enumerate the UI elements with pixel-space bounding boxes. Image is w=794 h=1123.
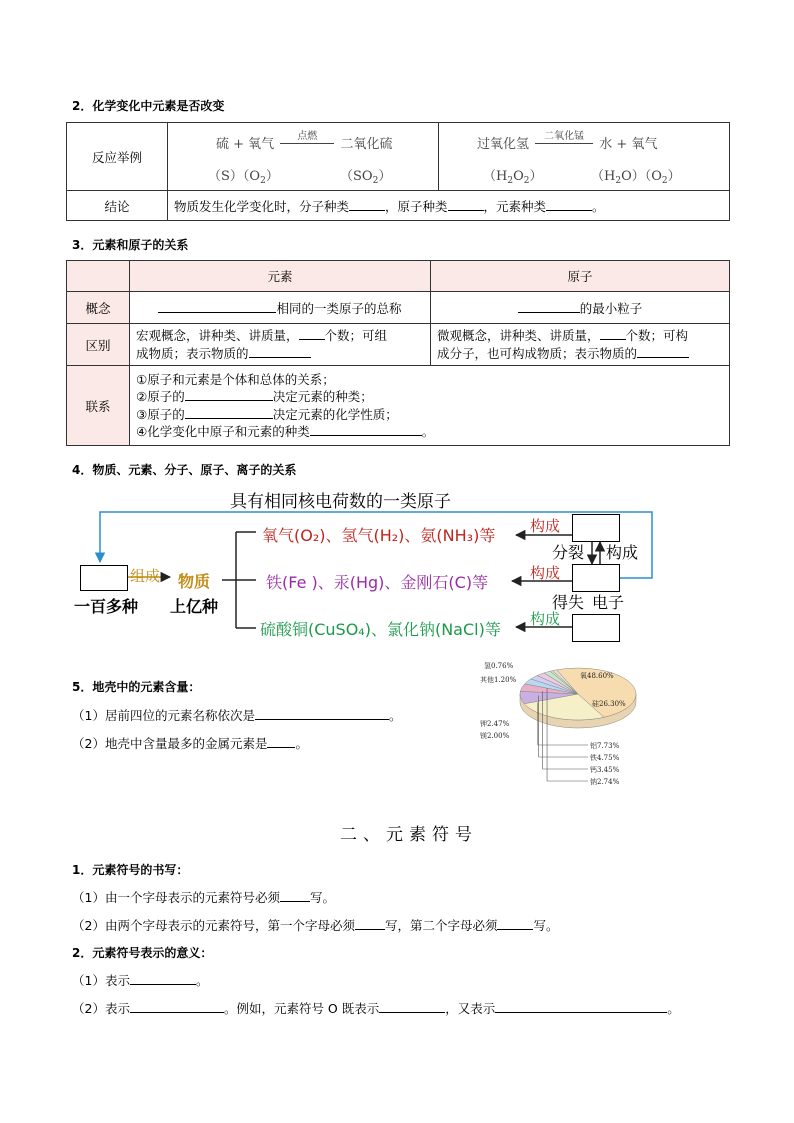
pie-label: 氧48.60% <box>580 672 614 680</box>
substance-count: 上亿种 <box>170 597 219 616</box>
top-caption: 具有相同核电荷数的一类原子 <box>230 492 451 512</box>
section-3-heading: 3．元素和原子的关系 <box>72 238 189 252</box>
col-header-element: 元素 <box>130 261 431 292</box>
part-2-q4: （2）表示 。例如，元素符号 O 既表示 ，又表示 。 <box>72 1001 680 1016</box>
question-5-1: （1）居前四位的元素名称依次是 。 <box>72 708 402 723</box>
blank-link-2[interactable] <box>185 388 273 401</box>
blank-p2-1[interactable] <box>280 889 310 902</box>
pie-label: 铁4.75% <box>590 754 620 762</box>
blank-link-3[interactable] <box>185 406 273 419</box>
blank-molecule[interactable] <box>349 198 385 211</box>
molecule-examples: 氧气(O₂)、氢气(H₂)、氨(NH₃)等 <box>262 526 496 545</box>
eq1-products: 二氧化硫 <box>340 137 393 152</box>
eq1-formula-reactants: $(S)(O_2)$ <box>208 169 279 186</box>
reaction-example-2 <box>439 123 730 191</box>
constitute-label-2: 构成 <box>530 564 561 582</box>
crust-element-pie-chart <box>478 656 638 790</box>
pie-label: 铝7.73% <box>590 742 620 750</box>
part-2-title: 二、元素符号 <box>340 825 478 845</box>
reaction-example-1 <box>168 123 439 191</box>
pie-label: 钾2.47% <box>480 720 510 728</box>
blank-element[interactable] <box>546 198 592 211</box>
concept-atom: 的最小粒子 <box>431 292 730 324</box>
constitute-label-1: 构成 <box>530 517 561 535</box>
part-2-q1: （1）由一个字母表示的元素符号必须 写。 <box>72 890 335 905</box>
molecule-box[interactable] <box>572 514 620 542</box>
blank-5-2[interactable] <box>267 735 295 748</box>
col-header-atom: 原子 <box>431 261 730 292</box>
difference-element: 宏观概念，讲种类、讲质量， 个数；可组 成物质；表示物质的 <box>130 324 431 366</box>
part-2-q3: （1）表示 。 <box>72 973 209 988</box>
eq2-products: 水 + 氧气 <box>599 137 658 152</box>
blank-diff-atom-meaning[interactable] <box>637 345 689 358</box>
question-5-2: （2）地壳中含量最多的金属元素是 。 <box>72 736 308 751</box>
blank-diff-atom-count[interactable] <box>600 327 626 340</box>
part-2-q2: （2）由两个字母表示的元素符号，第一个字母必须 写，第二个字母必须 写。 <box>72 918 559 933</box>
blank-diff-element-meaning[interactable] <box>249 345 311 358</box>
element-box[interactable] <box>80 565 128 591</box>
eq2-formula-reactants: $(H_2O_2)$ <box>483 169 543 186</box>
blank-p2-4c[interactable] <box>495 1000 667 1013</box>
compose-label: 组成 <box>130 567 161 585</box>
eq2-formula-products: $(H_2O)(O_2)$ <box>591 169 681 186</box>
link-text: ①原子和元素是个体和总体的关系； ②原子的 决定元素的种类； ③原子的 决定元素的化学性质； ④化学变化中原子和元素的种类 。 <box>130 366 730 446</box>
relation-diagram <box>0 480 794 650</box>
concept-element: 相同的一类原子的总称 <box>130 292 431 324</box>
atom-box[interactable] <box>572 564 620 592</box>
row-label-reaction: 反应举例 <box>67 123 168 191</box>
element-count: 一百多种 <box>74 597 139 616</box>
electron-label: 电子 <box>592 593 625 612</box>
conclusion-text: 物质发生化学变化时，分子种类 ，原子种类 ，元素种类 。 <box>168 191 730 221</box>
gain-lose-label: 得失 <box>552 593 585 612</box>
difference-atom: 微观概念，讲种类、讲质量， 个数；可构 成分子，也可构成物质；表示物质的 <box>431 324 730 366</box>
part-2-heading-2: 2．元素符号表示的意义： <box>72 946 213 960</box>
pie-label: 氢0.76% <box>484 662 514 670</box>
blank-concept-atom[interactable] <box>518 300 580 313</box>
ion-examples: 硫酸铜(CuSO₄)、氯化钠(NaCl)等 <box>260 620 501 639</box>
pie-label: 钠2.74% <box>590 778 620 786</box>
blank-diff-element-count[interactable] <box>299 327 325 340</box>
row-label-link: 联系 <box>67 366 130 446</box>
pie-label: 镁2.00% <box>480 732 510 740</box>
blank-p2-4b[interactable] <box>379 1000 445 1013</box>
pie-label: 钙3.45% <box>590 766 620 774</box>
eq1-condition: 点燃 <box>297 131 318 142</box>
atom-examples: 铁(Fe )、汞(Hg)、金刚石(C)等 <box>266 573 489 592</box>
eq1-reactants: 硫 + 氧气 <box>216 137 275 152</box>
row-label-concept: 概念 <box>67 292 130 324</box>
pie-label: 硅26.30% <box>592 700 626 708</box>
row-label-conclusion: 结论 <box>67 191 168 221</box>
blank-p2-3[interactable] <box>130 972 196 985</box>
constitute-label-3: 构成 <box>530 610 561 628</box>
section-5-heading: 5．地壳中的元素含量： <box>72 680 201 694</box>
part-2-heading-1: 1．元素符号的书写： <box>72 863 189 877</box>
eq2-condition: 二氧化锰 <box>544 131 585 142</box>
section-2-heading: 2．化学变化中元素是否改变 <box>72 99 225 113</box>
eq1-formula-products: $(SO_2)$ <box>340 169 392 186</box>
section-4-heading: 4．物质、元素、分子、原子、离子的关系 <box>72 463 297 477</box>
blank-p2-2b[interactable] <box>497 917 533 930</box>
blank-5-1[interactable] <box>255 707 389 720</box>
blank-atom[interactable] <box>448 198 484 211</box>
eq2-reactants: 过氧化氢 <box>477 137 530 152</box>
reaction-table <box>66 122 730 221</box>
element-atom-table <box>66 260 730 446</box>
substance-label: 物质 <box>178 572 211 591</box>
blank-concept-element[interactable] <box>158 300 276 313</box>
split-label: 分裂 <box>552 543 585 562</box>
blank-link-4[interactable] <box>310 423 422 436</box>
constitute-label-vertical: 构成 <box>606 543 639 562</box>
row-label-difference: 区别 <box>67 324 130 366</box>
pie-label: 其他1.20% <box>480 676 517 684</box>
ion-box[interactable] <box>572 614 620 642</box>
blank-p2-2a[interactable] <box>355 917 385 930</box>
blank-p2-4a[interactable] <box>130 1000 224 1013</box>
